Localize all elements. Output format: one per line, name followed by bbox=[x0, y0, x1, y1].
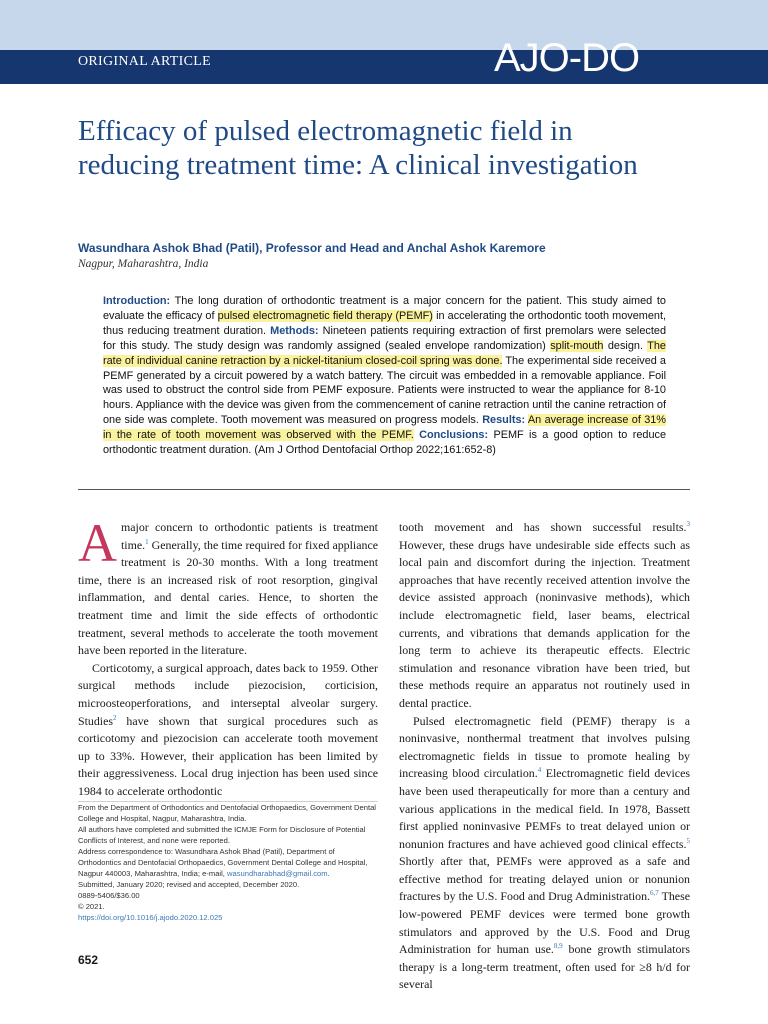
abstract-highlight: An average increase of 31% in the rate of tooth movement was observed with the PEMF. bbox=[103, 414, 666, 442]
citation-ref[interactable]: 8,9 bbox=[553, 942, 563, 951]
footnote-issn: 0889-5406/$36.00 bbox=[78, 891, 140, 900]
abstract-intro-label: Introduction: bbox=[103, 295, 171, 307]
body-paragraph bbox=[78, 513, 378, 660]
abstract-results-label: Results: bbox=[482, 414, 526, 427]
footnote-disclosure: All authors have completed and submitted the ICMJE Form for Disclosure of Potential Conflicts of Interest, and none were reported. bbox=[78, 825, 366, 845]
body-paragraph bbox=[78, 660, 378, 801]
body-column-left bbox=[78, 513, 378, 801]
body-text: However, these drugs have undesirable side effects such as local pain and discomfort during the injection. Treatment approaches that have recently received attention involve the device assisted approach (noninvasive methods), which include electromagnetic field, laser beams, electrical currents, and vibrations that demands application for the long term to achieve its therapeutic effects. Electric stimulation and resonance vibration have been tried, but these methods require an apparatus not routinely used in dental practice. bbox=[399, 537, 690, 710]
footnotes bbox=[78, 801, 378, 923]
abstract-methods-label: Methods: bbox=[270, 324, 319, 337]
body-text: Corticotomy, a surgical approach, dates back to 1959. Other surgical methods include piezocision, corticision, microosteoperforations, and interseptal alveolar surgery. Studies bbox=[78, 660, 378, 728]
author-affiliation: Nagpur, Maharashtra, India bbox=[78, 258, 209, 270]
abstract-methods-text: The experimental side received a PEMF generated by a circuit powered by a watch battery. The circuit was embedded in a removable appliance. Foil was used to obstruct the control side from PEMF exposure. Patients were instructed to wear the appliance for 8-10 hours. Appliance with the device was given from the commencement of canine retraction until the canine retraction of one side was complete. Tooth movement was measured on progress models. bbox=[103, 354, 666, 427]
abstract-conclusions-text: PEMF is a good option to reduce orthodontic treatment duration. (Am J Orthod Dentofacial Orthop 2022;161:652-8) bbox=[103, 429, 667, 457]
citation-ref[interactable]: 4 bbox=[537, 766, 542, 775]
abstract-highlight: The rate of individual canine retraction by a nickel-titanium closed-coil spring was done. bbox=[103, 339, 666, 367]
abstract-conclusions-label: Conclusions: bbox=[419, 429, 489, 442]
body-paragraph bbox=[399, 519, 690, 713]
body-text: have shown that surgical procedures such as corticotomy and piezocision can accelerate tooth movement up to 33%. However, their application has been limited by their aggressiveness. Local drug injection has been used since 1984 to accelerate orthodontic bbox=[78, 713, 378, 798]
footnote-address-end: . bbox=[327, 869, 330, 878]
body-column-right bbox=[399, 519, 690, 994]
abstract-highlight: split-mouth bbox=[550, 339, 604, 352]
abstract-methods-text: design. bbox=[603, 339, 648, 352]
drop-cap: A bbox=[78, 513, 117, 573]
abstract-highlight: pulsed electromagnetic field therapy (PEMF) bbox=[217, 309, 433, 322]
body-text: bone growth stimulators therapy is a long-term treatment, often used for ≥8 h/d for several bbox=[399, 942, 690, 992]
article-title: Efficacy of pulsed electromagnetic field in reducing treatment time: A clinical investigation bbox=[78, 115, 638, 181]
abstract bbox=[103, 294, 666, 458]
citation-ref[interactable]: 3 bbox=[686, 520, 690, 529]
body-text: tooth movement and has shown successful results. bbox=[399, 520, 687, 534]
body-text: Electromagnetic field devices have been used therapeutically for more than a century and various applications in the medical field. In 1978, Bassett first applied noninvasive PEMFs to treat delayed union or nonunion fractures and have achieved good clinical effects. bbox=[399, 766, 690, 851]
footnote-address-text: Address correspondence to: Wasundhara Ashok Bhad (Patil), Department of Orthodontics and Dentofacial Orthopaedics, Government Dental College and Hospital, Nagpur 440003, Maharashtra, India; e-mail, bbox=[78, 847, 368, 878]
footnote-copyright: © 2021. bbox=[78, 902, 105, 911]
footnote-department: From the Department of Orthodontics and Dentofacial Orthopaedics, Government Dental College and Hospital, Nagpur, Maharashtra, India. bbox=[78, 803, 376, 823]
citation-ref[interactable]: 5 bbox=[686, 836, 690, 845]
footnote-address bbox=[78, 846, 378, 879]
journal-logo[interactable]: AJO-DO bbox=[494, 36, 640, 80]
header-top-band bbox=[0, 0, 768, 50]
doi-link[interactable]: https://doi.org/10.1016/j.ajodo.2020.12.025 bbox=[78, 913, 223, 922]
citation-ref[interactable]: 6,7 bbox=[650, 889, 659, 898]
citation-ref[interactable]: 1 bbox=[145, 537, 149, 546]
email-link[interactable]: wasundharabhad@gmail.com bbox=[227, 869, 328, 878]
author-list: Wasundhara Ashok Bhad (Patil), Professor and Head and Anchal Ashok Karemore bbox=[78, 241, 546, 255]
abstract-divider bbox=[78, 489, 690, 490]
citation-ref[interactable]: 2 bbox=[113, 713, 117, 722]
abstract-intro-text: in accelerating the orthodontic tooth movement, thus reducing treatment duration. bbox=[103, 309, 667, 337]
body-text: major concern to orthodontic patients is treatment time. bbox=[121, 520, 378, 552]
body-text: These low-powered PEMF devices were termed bone growth stimulators and approved by the U.S. Food and Drug Administration for human use. bbox=[399, 889, 690, 957]
body-text: Pulsed electromagnetic field (PEMF) therapy is a noninvasive, nonthermal treatment that involves pulsing electromagnetic fields in tissue to promote healing by increasing blood circulation. bbox=[399, 713, 690, 781]
page-number: 652 bbox=[78, 953, 99, 967]
footnote-submitted: Submitted, January 2020; revised and accepted, December 2020. bbox=[78, 880, 300, 889]
section-label: ORIGINAL ARTICLE bbox=[78, 54, 211, 69]
body-paragraph bbox=[399, 713, 690, 995]
abstract-methods-text: Nineteen patients requiring extraction of first premolars were selected for this study. The study design was randomly assigned (sealed envelope randomization) bbox=[103, 324, 666, 352]
body-text: Generally, the time required for fixed appliance treatment is 20-30 months. With a long treatment time, there is an increased risk of root resorption, gingival inflammation, and dental caries. Hence, to shorten the treatment time and limit the side effects of orthodontic treatment, several methods to accelerate the tooth movement have been reported in the literature. bbox=[78, 537, 378, 658]
abstract-intro-text: The long duration of orthodontic treatment is a major concern for the patient. This study aimed to evaluate the efficacy of bbox=[103, 295, 666, 322]
body-text: Shortly after that, PEMFs were approved as a safe and effective method for treating delayed union or nonunion fractures by the U.S. Food and Drug Administration. bbox=[399, 854, 690, 904]
